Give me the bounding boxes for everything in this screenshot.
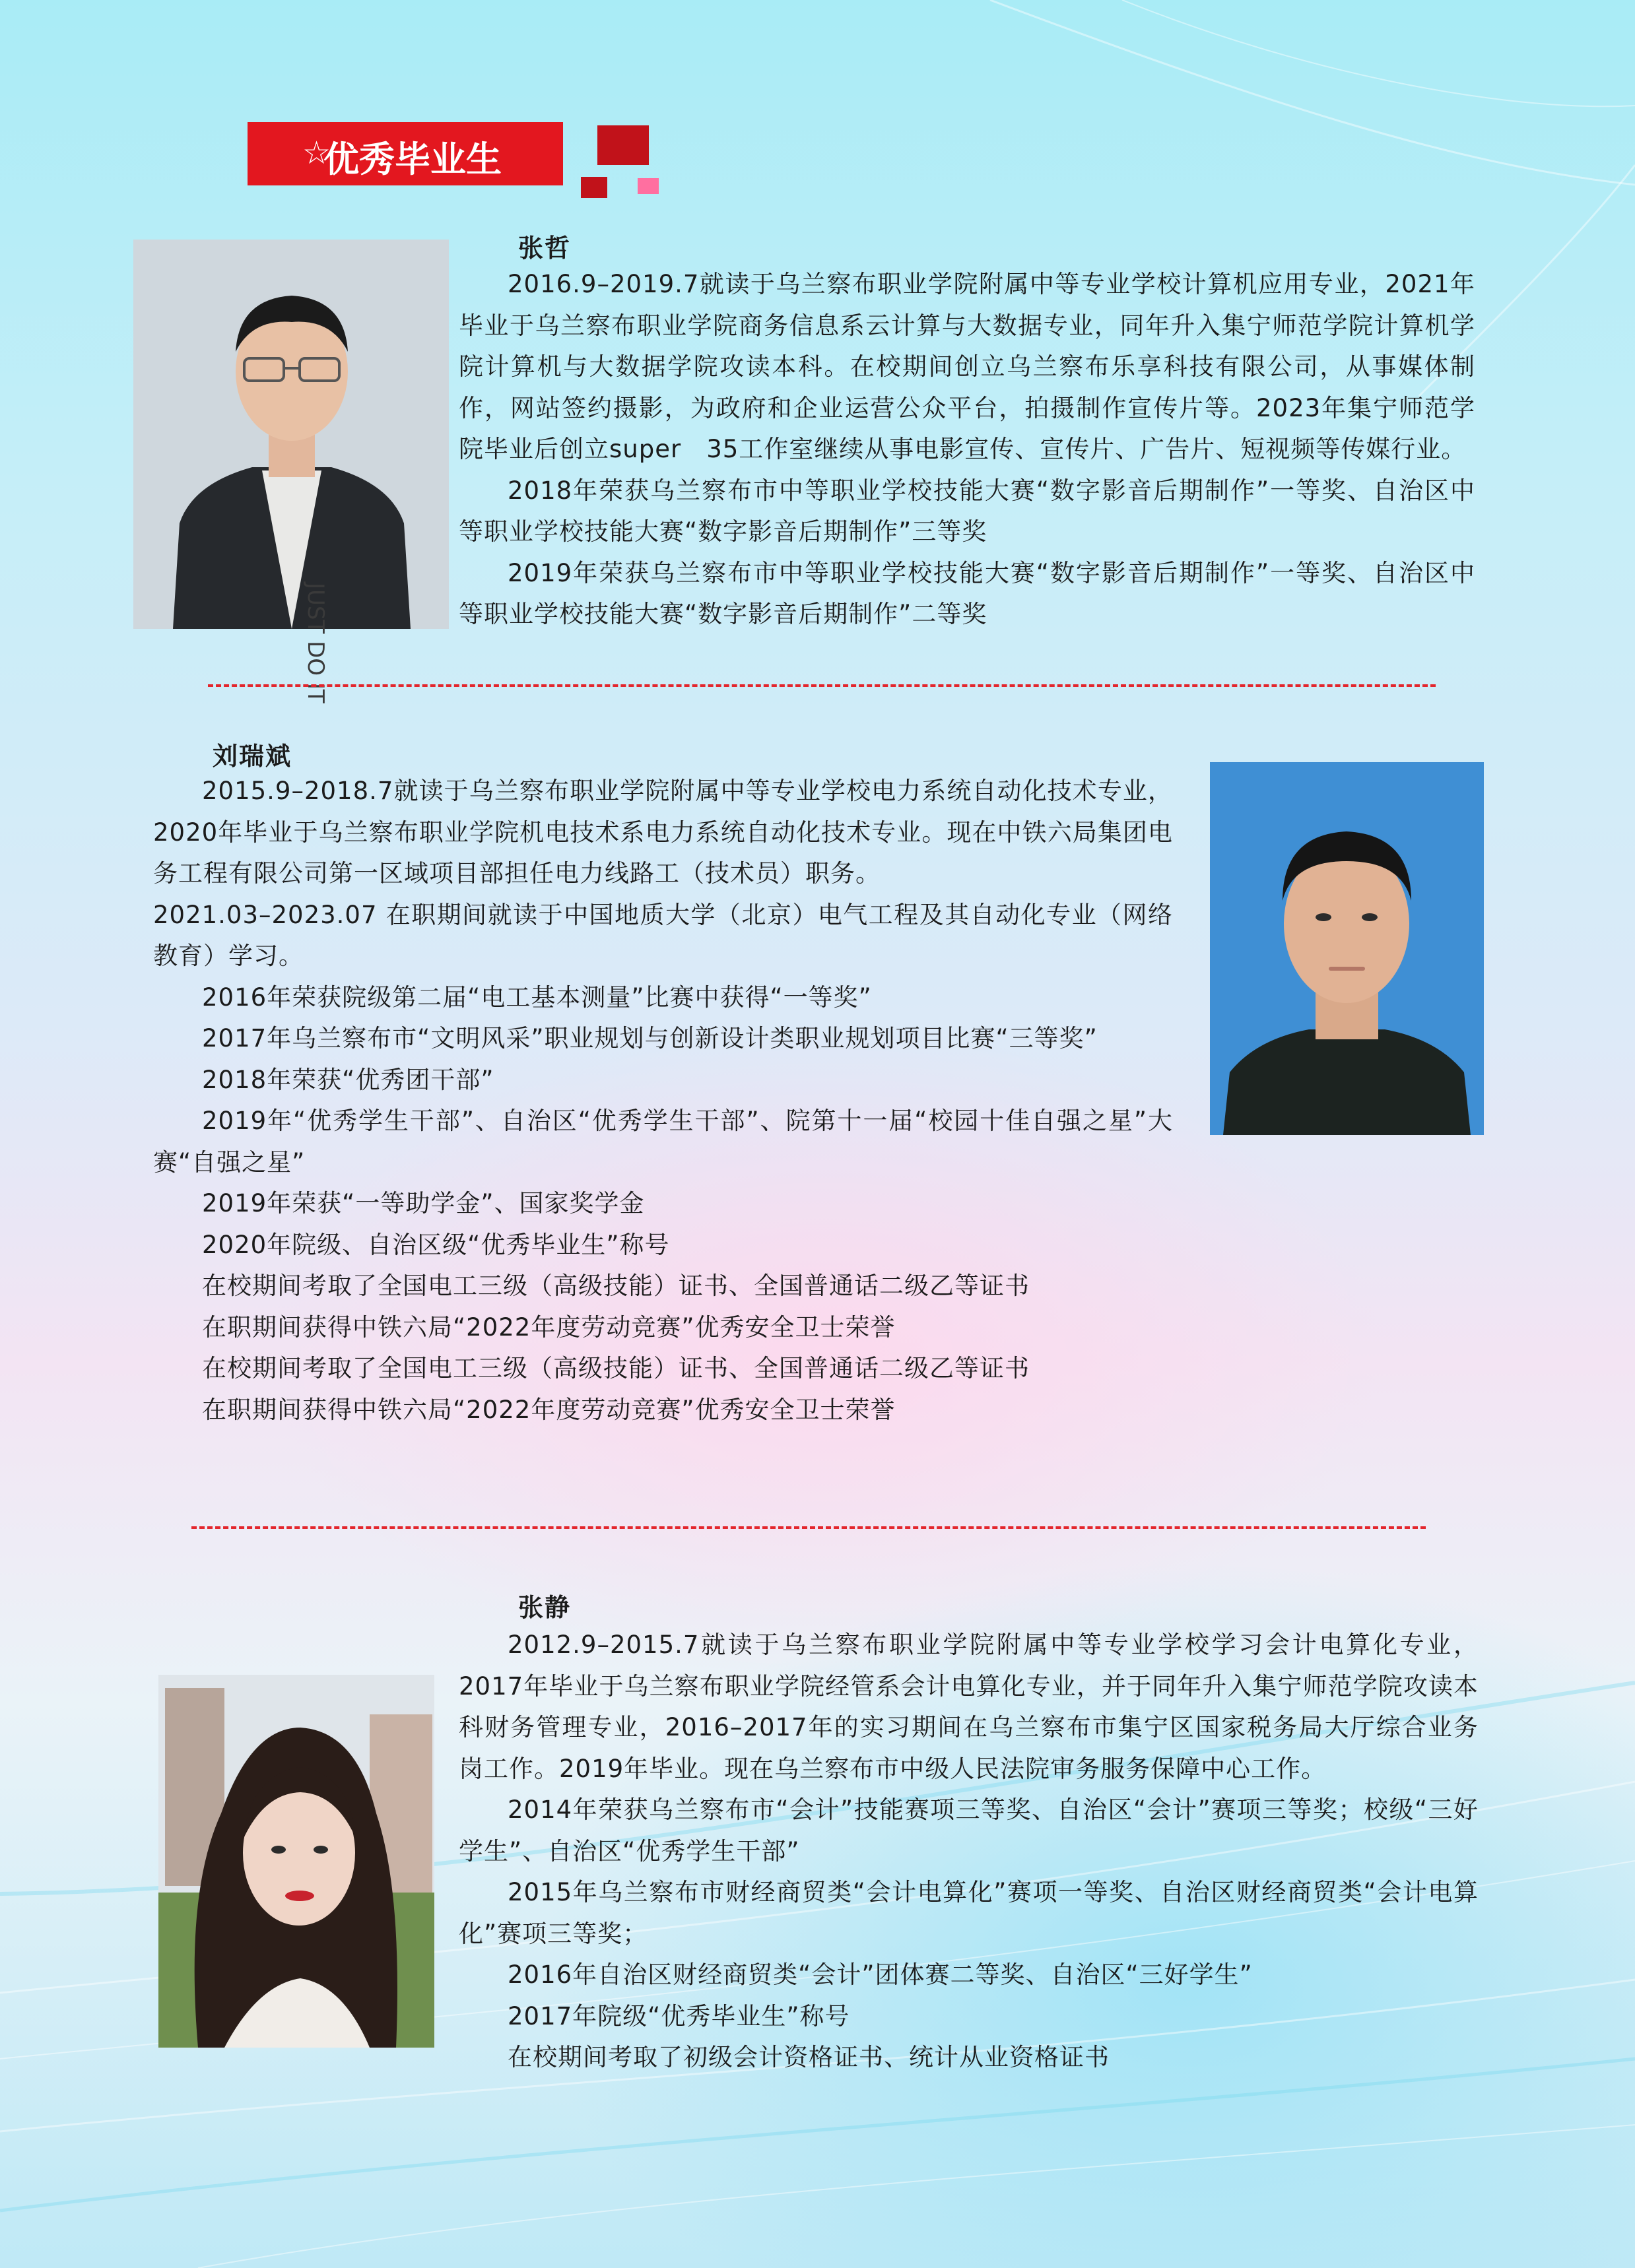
bio-paragraph: 2020年院级、自治区级“优秀毕业生”称号: [202, 1230, 670, 1259]
bio-paragraph: 在校期间考取了全国电工三级（高级技能）证书、全国普通话二级乙等证书: [202, 1354, 1030, 1382]
bio-paragraph: 2018年荣获“优秀团干部”: [202, 1065, 494, 1094]
graduate-name: 刘瑞斌: [213, 742, 292, 771]
bio-paragraph: 2016.9–2019.7就读于乌兰察布职业学院附属中等专业学校计算机应用专业，2021年毕业于乌兰察布职业学院商务信息系云计算与大数据专业，同年升入集宁师范学院计算机学院计算机与大数据学院攻读本科。在校期间创立乌兰察布乐享科技有限公司，从事媒体制作，网站签约摄影，为政府和企业运营公众平台，拍摄制作宣传片等。2023年集宁师范学院毕业后创立super 35工作室继续从事电影宣传、宣传片、广告片、短视频等传媒行业。: [459, 270, 1475, 463]
bio-paragraph: 2019年荣获“一等助学金”、国家奖学金: [202, 1189, 645, 1217]
header-square-small: [581, 177, 607, 198]
bio-paragraph: 2015年乌兰察布市财经商贸类“会计电算化”赛项一等奖、自治区财经商贸类“会计电算化”赛项三等奖；: [459, 1878, 1479, 1948]
header-square-pink: [638, 178, 659, 194]
dashed-divider: [191, 1526, 1426, 1529]
bio-paragraph: 2016年荣获院级第二届“电工基本测量”比赛中获得“一等奖”: [202, 983, 872, 1012]
photo-liu-ruibin: [1210, 762, 1484, 1135]
bio-paragraph: 在校期间考取了初级会计资格证书、统计从业资格证书: [508, 2043, 1110, 2071]
section-title: 优秀毕业生: [323, 139, 502, 180]
header-square-large: [597, 125, 649, 165]
bio-paragraph: 2014年荣获乌兰察布市“会计”技能赛项三等奖、自治区“会计”赛项三等奖；校级“三好学生”、自治区“优秀学生干部”: [459, 1796, 1479, 1865]
bio-paragraph: 在校期间考取了全国电工三级（高级技能）证书、全国普通话二级乙等证书: [202, 1272, 1030, 1300]
section-header: [248, 122, 563, 185]
bio-paragraph: 2012.9–2015.7就读于乌兰察布职业学院附属中等专业学校学习会计电算化专业，2017年毕业于乌兰察布职业学院经管系会计电算化专业，并于同年升入集宁师范学院攻读本科财务管理专业，2016–2017年的实习期间在乌兰察布市集宁区国家税务局大厅综合业务岗工作。2019年毕业。现在乌兰察布市中级人民法院审务服务保障中心工作。: [459, 1631, 1479, 1783]
bio-paragraph: 在职期间获得中铁六局“2022年度劳动竞赛”优秀安全卫士荣誉: [202, 1312, 896, 1342]
graduate-bio: [459, 1625, 1479, 2079]
graduate-bio: [459, 264, 1475, 635]
dashed-divider: [208, 684, 1436, 687]
bio-paragraph: 2019年“优秀学生干部”、自治区“优秀学生干部”、院第十一届“校园十佳自强之星”大赛“自强之星”: [153, 1107, 1173, 1177]
svg-text:JUST DO IT: JUST DO IT: [302, 583, 329, 703]
photo-zhang-jing: [158, 1675, 434, 2048]
bio-paragraph: 在职期间获得中铁六局“2022年度劳动竞赛”优秀安全卫士荣誉: [202, 1395, 896, 1424]
bio-paragraph: 2017年院级“优秀毕业生”称号: [508, 2001, 850, 2030]
bio-paragraph: 2015.9–2018.7就读于乌兰察布职业学院附属中等专业学校电力系统自动化技术专业，2020年毕业于乌兰察布职业学院机电技术系电力系统自动化技术专业。现在中铁六局集团电务工程有限公司第一区域项目部担任电力线路工（技术员）职务。: [153, 777, 1173, 888]
bio-paragraph: 2017年乌兰察布市“文明风采”职业规划与创新设计类职业规划项目比赛“三等奖”: [202, 1024, 1098, 1053]
graduate-bio: [153, 771, 1173, 1431]
bio-paragraph: 2018年荣获乌兰察布市中等职业学校技能大赛“数字影音后期制作”一等奖、自治区中等职业学校技能大赛“数字影音后期制作”三等奖: [459, 476, 1475, 546]
bio-paragraph: 2021.03–2023.07 在职期间就读于中国地质大学（北京）电气工程及其自动化专业（网络教育）学习。: [153, 900, 1173, 970]
photo-zhang-zhe: [133, 240, 449, 703]
section-star-icon: ☆: [302, 135, 331, 172]
graduate-name: 张哲: [518, 234, 572, 263]
graduate-name: 张静: [518, 1593, 572, 1622]
bio-paragraph: 2019年荣获乌兰察布市中等职业学校技能大赛“数字影音后期制作”一等奖、自治区中等职业学校技能大赛“数字影音后期制作”二等奖: [459, 558, 1475, 628]
bio-paragraph: 2016年自治区财经商贸类“会计”团体赛二等奖、自治区“三好学生”: [508, 1960, 1253, 1989]
